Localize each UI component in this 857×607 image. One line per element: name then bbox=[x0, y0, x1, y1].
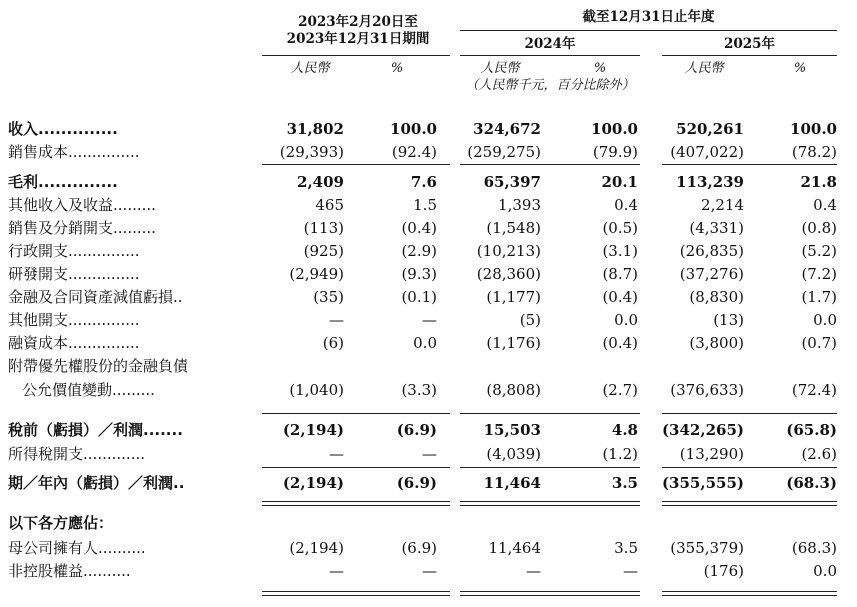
cell-value: (0.4) bbox=[602, 288, 638, 306]
cell-value: 21.8 bbox=[800, 173, 837, 191]
cell-value: (0.4) bbox=[602, 334, 638, 352]
total-rule bbox=[262, 413, 450, 414]
row-label-text: 金融及合同資產減值虧損 bbox=[8, 288, 174, 306]
total-rule bbox=[262, 501, 450, 502]
cell-value: 100.0 bbox=[390, 120, 437, 138]
cell-value: (2,194) bbox=[289, 539, 344, 557]
cell-value: (407,022) bbox=[670, 143, 744, 161]
row-leader-dots: ......... bbox=[113, 219, 156, 237]
total-rule bbox=[262, 164, 450, 165]
row-label-text: 收入 bbox=[8, 120, 39, 138]
table-row bbox=[0, 217, 857, 239]
total-rule bbox=[460, 413, 640, 414]
total-rule bbox=[460, 467, 640, 468]
cell-value: (925) bbox=[303, 242, 344, 260]
cell-value: (1,177) bbox=[486, 288, 541, 306]
cell-value: 3.5 bbox=[614, 539, 638, 557]
cell-value: (259,275) bbox=[467, 143, 541, 161]
cell-value: (2.7) bbox=[602, 381, 638, 399]
cell-value: (8.7) bbox=[602, 265, 638, 283]
table-row bbox=[0, 419, 857, 441]
row-leader-dots: ............... bbox=[68, 242, 140, 260]
cell-value: (1,040) bbox=[289, 381, 344, 399]
row-label bbox=[8, 443, 145, 465]
total-rule bbox=[662, 467, 837, 468]
row-label bbox=[8, 355, 188, 377]
cell-value: (2.9) bbox=[401, 242, 437, 260]
unit-rmb-col3: 人民幣 bbox=[480, 61, 520, 76]
cell-value: 1.5 bbox=[413, 196, 437, 214]
unit-pct-col4: % bbox=[593, 61, 607, 76]
cell-value: — bbox=[329, 445, 344, 463]
fiscal-year-header: 截至12月31日止年度 bbox=[582, 9, 715, 25]
total-rule bbox=[262, 595, 450, 596]
cell-value: (2,949) bbox=[289, 265, 344, 283]
cell-value: 3.5 bbox=[611, 474, 638, 492]
fy-header-rule bbox=[460, 30, 837, 31]
cell-value: (6) bbox=[322, 334, 344, 352]
row-label bbox=[8, 537, 146, 559]
row-label-text: 附帶優先權股份的金融負債 bbox=[8, 357, 189, 375]
row-leader-dots: .......... bbox=[98, 539, 146, 557]
cell-value: (7.2) bbox=[801, 265, 837, 283]
row-label-text: 其他收入及收益 bbox=[8, 196, 114, 214]
cell-value: (6.9) bbox=[396, 421, 437, 439]
cell-value: (28,360) bbox=[476, 265, 541, 283]
cell-value: 15,503 bbox=[483, 421, 541, 439]
cell-value: 11,464 bbox=[488, 539, 541, 557]
cell-value: (2,194) bbox=[282, 474, 344, 492]
cell-value: 2,409 bbox=[297, 173, 344, 191]
table-row bbox=[0, 560, 857, 582]
row-label-text: 銷售及分銷開支 bbox=[8, 219, 114, 237]
row-label-text: 期／年內（虧損）／利潤 bbox=[8, 474, 174, 492]
cell-value: (29,393) bbox=[279, 143, 344, 161]
table-row bbox=[0, 263, 857, 285]
row-label bbox=[8, 472, 184, 494]
row-label bbox=[8, 286, 183, 308]
table-row bbox=[0, 171, 857, 193]
cell-value: (355,379) bbox=[670, 539, 744, 557]
row-label bbox=[8, 332, 140, 354]
cell-value: 0.0 bbox=[413, 334, 437, 352]
row-leader-dots: .............. bbox=[38, 120, 118, 138]
cell-value: (68.3) bbox=[786, 474, 837, 492]
row-label-text: 公允價值變動 bbox=[22, 381, 113, 399]
row-leader-dots: ............... bbox=[68, 143, 140, 161]
table-row bbox=[0, 512, 857, 534]
row-label-text: 母公司擁有人 bbox=[8, 539, 99, 557]
cell-value: (37,276) bbox=[679, 265, 744, 283]
cell-value: (13,290) bbox=[679, 445, 744, 463]
cell-value: (79.9) bbox=[592, 143, 638, 161]
cell-value: — bbox=[329, 562, 344, 580]
cell-value: (2,194) bbox=[282, 421, 344, 439]
cell-value: (5) bbox=[519, 311, 541, 329]
total-rule bbox=[662, 164, 837, 165]
cell-value: (8,808) bbox=[486, 381, 541, 399]
total-rule bbox=[662, 501, 837, 502]
total-rule bbox=[262, 591, 450, 592]
row-label bbox=[8, 309, 140, 331]
cell-value: 113,239 bbox=[676, 173, 744, 191]
cell-value: (72.4) bbox=[791, 381, 837, 399]
row-leader-dots: .. bbox=[173, 288, 183, 306]
unit-pct-col6: % bbox=[793, 61, 807, 76]
cell-value: 520,261 bbox=[676, 120, 744, 138]
row-leader-dots: .............. bbox=[38, 173, 118, 191]
cell-value: — bbox=[329, 311, 344, 329]
cell-value: 0.4 bbox=[614, 196, 638, 214]
row-leader-dots: ......... bbox=[113, 196, 156, 214]
cell-value: (35) bbox=[313, 288, 344, 306]
total-rule bbox=[460, 595, 640, 596]
total-rule bbox=[460, 501, 640, 502]
row-label-text: 研發開支 bbox=[8, 265, 69, 283]
cell-value: (10,213) bbox=[476, 242, 541, 260]
cell-value: 100.0 bbox=[591, 120, 638, 138]
total-rule bbox=[262, 505, 450, 506]
table-row bbox=[0, 537, 857, 559]
cell-value: 0.0 bbox=[813, 311, 837, 329]
cell-value: (3.3) bbox=[401, 381, 437, 399]
cell-value: 11,464 bbox=[483, 474, 541, 492]
cell-value: (6.9) bbox=[396, 474, 437, 492]
cell-value: 0.0 bbox=[813, 562, 837, 580]
row-leader-dots: ....... bbox=[143, 421, 183, 439]
row-leader-dots: ............... bbox=[68, 265, 140, 283]
year-2025-header: 2025年 bbox=[723, 36, 776, 52]
row-label-text: 非控股權益 bbox=[8, 562, 84, 580]
row-leader-dots: ............... bbox=[68, 311, 140, 329]
year-2024-underline bbox=[460, 55, 640, 56]
cell-value: 2,214 bbox=[701, 196, 744, 214]
cell-value: (78.2) bbox=[791, 143, 837, 161]
cell-value: (6.9) bbox=[401, 539, 437, 557]
total-rule bbox=[262, 467, 450, 468]
cell-value: — bbox=[422, 562, 437, 580]
cell-value: (355,555) bbox=[661, 474, 744, 492]
row-label-text: 其他開支 bbox=[8, 311, 69, 329]
period1-header-line1: 2023年2月20日至 bbox=[298, 14, 418, 30]
cell-value: (113) bbox=[303, 219, 344, 237]
row-label-text: 所得稅開支 bbox=[8, 445, 84, 463]
table-row bbox=[0, 332, 857, 354]
table-row bbox=[0, 118, 857, 140]
total-rule bbox=[460, 164, 640, 165]
period1-header-line2: 2023年12月31日期間 bbox=[286, 31, 430, 47]
cell-value: 0.0 bbox=[614, 311, 638, 329]
row-label bbox=[8, 240, 140, 262]
row-label bbox=[8, 263, 140, 285]
cell-value: (0.1) bbox=[401, 288, 437, 306]
row-leader-dots: .. bbox=[173, 474, 185, 492]
row-label bbox=[8, 217, 156, 239]
cell-value: (3.1) bbox=[602, 242, 638, 260]
unit-note: （人民幣千元，百分比除外） bbox=[465, 78, 635, 93]
cell-value: (26,835) bbox=[679, 242, 744, 260]
table-row bbox=[0, 355, 857, 377]
cell-value: (4,039) bbox=[486, 445, 541, 463]
row-label-text: 行政開支 bbox=[8, 242, 69, 260]
cell-value: (68.3) bbox=[791, 539, 837, 557]
cell-value: 7.6 bbox=[410, 173, 437, 191]
cell-value: 0.4 bbox=[813, 196, 837, 214]
cell-value: (2.6) bbox=[801, 445, 837, 463]
cell-value: (342,265) bbox=[661, 421, 744, 439]
total-rule bbox=[662, 591, 837, 592]
cell-value: (0.4) bbox=[401, 219, 437, 237]
cell-value: (65.8) bbox=[786, 421, 837, 439]
row-label bbox=[8, 560, 131, 582]
cell-value: 4.8 bbox=[611, 421, 638, 439]
cell-value: (176) bbox=[703, 562, 744, 580]
total-rule bbox=[662, 505, 837, 506]
row-label bbox=[22, 379, 155, 401]
cell-value: (0.5) bbox=[602, 219, 638, 237]
year-2025-underline bbox=[662, 55, 837, 56]
total-rule bbox=[662, 595, 837, 596]
row-leader-dots: ............. bbox=[83, 445, 146, 463]
table-row bbox=[0, 472, 857, 494]
cell-value: (92.4) bbox=[391, 143, 437, 161]
cell-value: 100.0 bbox=[790, 120, 837, 138]
row-leader-dots: ............... bbox=[68, 334, 140, 352]
unit-rmb-col1: 人民幣 bbox=[290, 61, 330, 76]
row-label-text: 銷售成本 bbox=[8, 143, 69, 161]
row-label bbox=[8, 512, 113, 534]
cell-value: (8,830) bbox=[689, 288, 744, 306]
cell-value: (0.8) bbox=[801, 219, 837, 237]
total-rule bbox=[662, 413, 837, 414]
row-label-text: 毛利 bbox=[8, 173, 39, 191]
table-row bbox=[0, 141, 857, 163]
row-label-text: 融資成本 bbox=[8, 334, 69, 352]
row-leader-dots: .......... bbox=[83, 562, 131, 580]
unit-pct-col2: % bbox=[390, 61, 404, 76]
row-label bbox=[8, 419, 183, 441]
total-rule bbox=[460, 591, 640, 592]
cell-value: (1.7) bbox=[801, 288, 837, 306]
cell-value: — bbox=[526, 562, 541, 580]
cell-value: — bbox=[422, 311, 437, 329]
cell-value: (1.2) bbox=[602, 445, 638, 463]
table-row bbox=[0, 286, 857, 308]
row-leader-dots: ......... bbox=[112, 381, 155, 399]
row-label bbox=[8, 171, 118, 193]
cell-value: (3,800) bbox=[689, 334, 744, 352]
cell-value: — bbox=[623, 562, 638, 580]
table-row bbox=[0, 194, 857, 216]
row-label-text: 以下各方應佔： bbox=[8, 514, 114, 532]
cell-value: (4,331) bbox=[689, 219, 744, 237]
table-row bbox=[0, 443, 857, 465]
cell-value: (1,548) bbox=[486, 219, 541, 237]
year-2024-header: 2024年 bbox=[524, 36, 576, 52]
cell-value: 31,802 bbox=[286, 120, 344, 138]
period1-underline bbox=[262, 55, 450, 56]
row-label bbox=[8, 194, 156, 216]
cell-value: (376,633) bbox=[670, 381, 744, 399]
table-row bbox=[0, 309, 857, 331]
row-label-text: 稅前（虧損）／利潤 bbox=[8, 421, 144, 439]
cell-value: 465 bbox=[315, 196, 344, 214]
cell-value: (0.7) bbox=[801, 334, 837, 352]
row-label bbox=[8, 141, 140, 163]
cell-value: (9.3) bbox=[401, 265, 437, 283]
cell-value: 1,393 bbox=[498, 196, 541, 214]
table-row bbox=[0, 240, 857, 262]
unit-rmb-col5: 人民幣 bbox=[684, 61, 724, 76]
row-label bbox=[8, 118, 118, 140]
cell-value: (5.2) bbox=[801, 242, 837, 260]
cell-value: 324,672 bbox=[473, 120, 541, 138]
cell-value: 65,397 bbox=[483, 173, 541, 191]
table-row bbox=[0, 379, 857, 401]
cell-value: 20.1 bbox=[601, 173, 638, 191]
total-rule bbox=[460, 505, 640, 506]
cell-value: (1,176) bbox=[486, 334, 541, 352]
cell-value: (13) bbox=[713, 311, 744, 329]
cell-value: — bbox=[422, 445, 437, 463]
